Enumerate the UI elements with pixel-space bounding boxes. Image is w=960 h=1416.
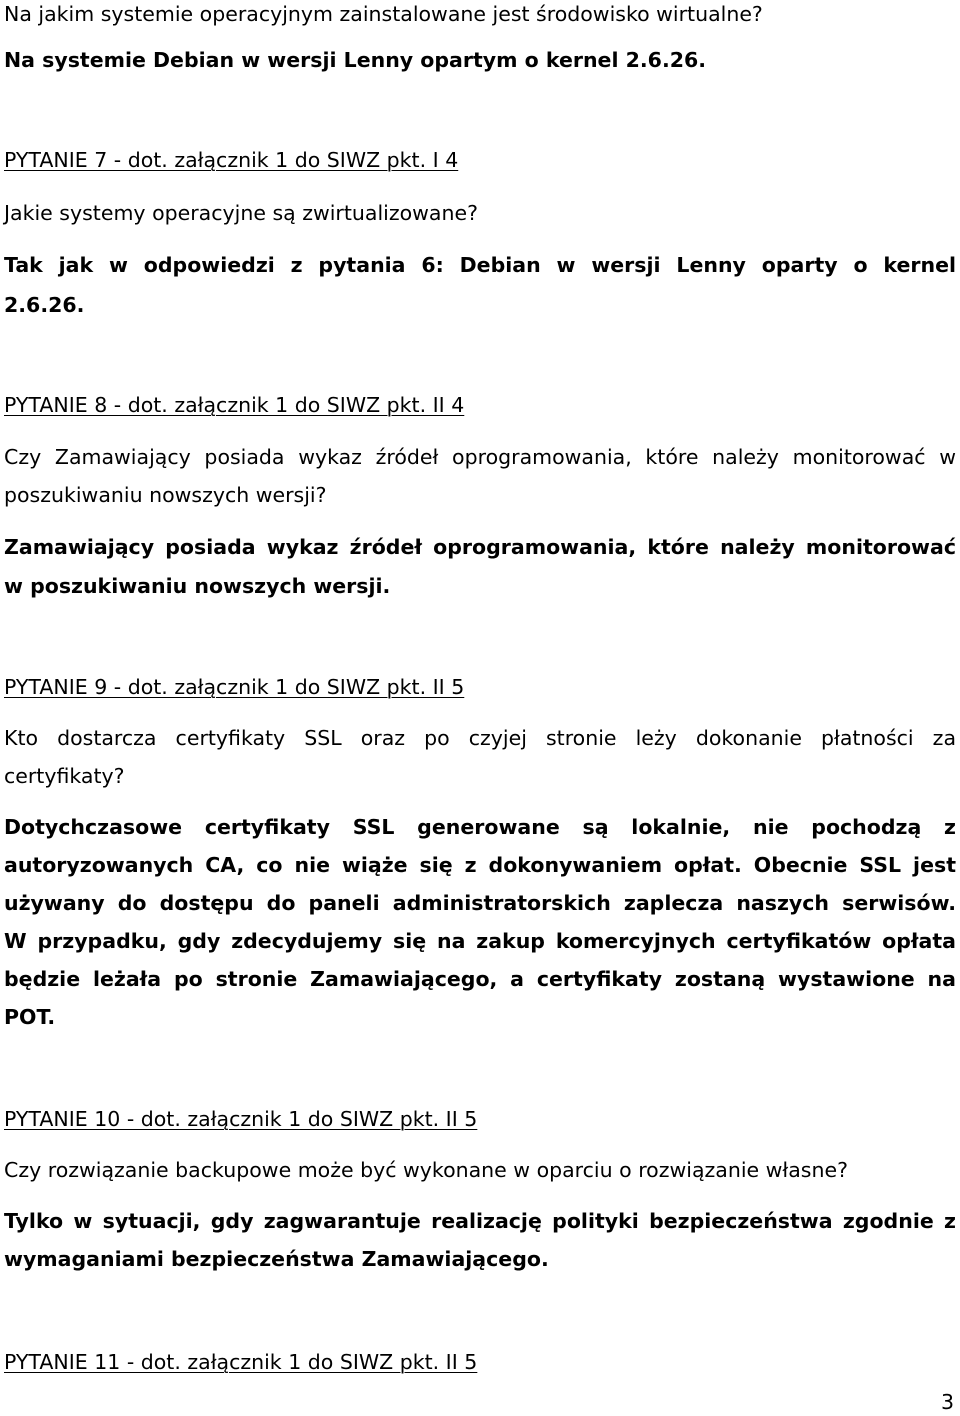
question-text: poszukiwaniu nowszych wersji? bbox=[4, 483, 327, 507]
answer-text: 2.6.26. bbox=[4, 293, 85, 317]
question-text: Kto dostarcza certyfikaty SSL oraz po czyjej stronie leży dokonanie płatności za bbox=[4, 726, 956, 750]
answer-text: wymaganiami bezpieczeństwa Zamawiającego. bbox=[4, 1247, 549, 1271]
page-number: 3 bbox=[940, 1390, 954, 1414]
answer-text: POT. bbox=[4, 1005, 56, 1029]
answer-text: Na systemie Debian w wersji Lenny opartym o kernel 2.6.26. bbox=[4, 48, 707, 72]
question-header-11: PYTANIE 11 - dot. załącznik 1 do SIWZ pkt. II 5 bbox=[4, 1350, 478, 1374]
question-text: Jakie systemy operacyjne są zwirtualizowane? bbox=[4, 201, 478, 225]
answer-text: Tylko w sytuacji, gdy zagwarantuje realizację polityki bezpieczeństwa zgodnie z bbox=[4, 1209, 956, 1233]
question-header-8: PYTANIE 8 - dot. załącznik 1 do SIWZ pkt. II 4 bbox=[4, 393, 465, 417]
question-header-10: PYTANIE 10 - dot. załącznik 1 do SIWZ pkt. II 5 bbox=[4, 1107, 478, 1131]
answer-text: będzie leżała po stronie Zamawiającego, a certyfikaty zostaną wystawione na bbox=[4, 967, 956, 991]
question-text: Czy Zamawiający posiada wykaz źródeł oprogramowania, które należy monitorować w bbox=[4, 445, 956, 469]
question-text: certyfikaty? bbox=[4, 764, 125, 788]
question-text: Czy rozwiązanie backupowe może być wykonane w oparciu o rozwiązanie własne? bbox=[4, 1158, 848, 1182]
answer-text: używany do dostępu do paneli administratorskich zaplecza naszych serwisów. bbox=[4, 891, 956, 915]
answer-text: Dotychczasowe certyfikaty SSL generowane są lokalnie, nie pochodzą z bbox=[4, 815, 956, 839]
answer-text: Zamawiający posiada wykaz źródeł oprogramowania, które należy monitorować bbox=[4, 535, 956, 559]
answer-text: w poszukiwaniu nowszych wersji. bbox=[4, 574, 391, 598]
answer-text: autoryzowanych CA, co nie wiąże się z dokonywaniem opłat. Obecnie SSL jest bbox=[4, 853, 956, 877]
answer-text: Tak jak w odpowiedzi z pytania 6: Debian w wersji Lenny oparty o kernel bbox=[4, 253, 956, 277]
question-text: Na jakim systemie operacyjnym zainstalowane jest środowisko wirtualne? bbox=[4, 2, 763, 26]
question-header-9: PYTANIE 9 - dot. załącznik 1 do SIWZ pkt. II 5 bbox=[4, 675, 465, 699]
answer-text: W przypadku, gdy zdecydujemy się na zakup komercyjnych certyfikatów opłata bbox=[4, 929, 956, 953]
question-header-7: PYTANIE 7 - dot. załącznik 1 do SIWZ pkt. I 4 bbox=[4, 148, 459, 172]
